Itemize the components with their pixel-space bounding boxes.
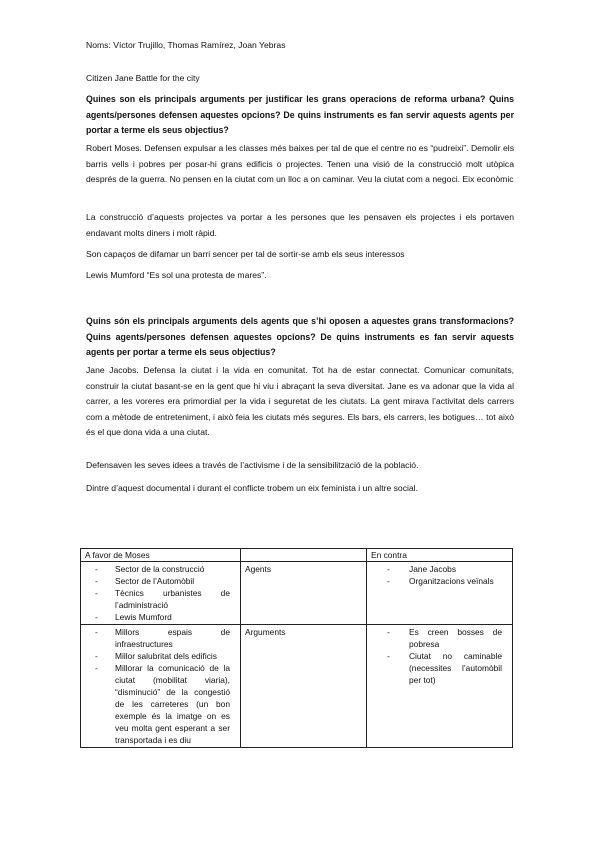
- list-item: - Millorar la comunicació de la ciutat (mobilitat viaria), “disminució” de la congestió de les carreteres (un bon exemple és la imatge on es veu molta gent esperant a ser transportada i es diu: [85, 662, 236, 746]
- question-2: Quins són els principals arguments dels agents que s’hi oposen a aquestes grans transformacions? Quins agents/persones defensen aquestes opcions? De quins instruments es fan servir aquests agents per portar a terme els seus objectius?: [86, 316, 514, 357]
- arguments-in-favor-list: [85, 626, 236, 746]
- author-names: Noms: Víctor Trujillo, Thomas Ramírez, Joan Yebras: [86, 40, 286, 50]
- agents-against-cell: [367, 562, 513, 625]
- paragraph-mumford: Lewis Mumford “Es sol una protesta de mares”.: [86, 270, 267, 280]
- paragraph-defamation: Son capaços de difamar un barri sencer per tal de sortir-se amb els seus interessos: [86, 249, 405, 259]
- table-row-agents: [81, 562, 513, 625]
- list-item: - Organitzacions veïnals: [371, 575, 508, 587]
- row-label-arguments: Arguments: [241, 625, 367, 748]
- paragraph-moses: Robert Moses. Defensen expulsar a les classes més baixes per tal de que el centre no es “pudreixi”. Demolir els barris vells i pobres per posar-hi grans edificis o projectes. Tenen una visió de la construcció molt utòpica després de la guerra. No pensen en la ciutat com un lloc a on caminar. Veu la ciutat com a negoci. Eix econòmic: [86, 143, 514, 184]
- document-subtitle: Citizen Jane Battle for the city: [86, 73, 200, 83]
- header-against: En contra: [367, 549, 513, 562]
- list-item: - Tècnics urbanistes de l’administració: [85, 587, 236, 611]
- table-header-row: [81, 549, 513, 562]
- table-row-arguments: [81, 625, 513, 748]
- arguments-in-favor-cell: [81, 625, 241, 748]
- list-item: - Sector de la construcció: [85, 563, 236, 575]
- question-1: Quines son els principals arguments per justificar les grans operacions de reforma urbana? Quins agents/persones defensen aquestes opcions? De quins instruments es fan servir aquests agents per portar a terme els seus objectius?: [86, 94, 514, 135]
- header-in-favor: A favor de Moses: [81, 549, 241, 562]
- agents-against-list: [371, 563, 508, 587]
- agents-in-favor-cell: [81, 562, 241, 625]
- list-item: - Millor salubritat dels edificis: [85, 650, 236, 662]
- arguments-against-cell: [367, 625, 513, 748]
- paragraph-jacobs: Jane Jacobs. Defensa la ciutat i la vida en comunitat. Tot ha de estar connectat. Comunicar comunitats, construir la ciutat basant-se en la gent que hi viu i abraçant la seva diversitat. Jane es va adonar que la vida al carrer, a les voreres era primordial per la vida i seguretat de les ciutats. La gent mirava l’activitat dels carrers com a mètode de entreteniment, i això feia les ciutats més segures. Els bars, els carrers, les botigues… tot això és el que dona vida a una ciutat.: [86, 365, 514, 437]
- row-label-agents: Agents: [241, 562, 367, 625]
- list-item: - Jane Jacobs: [371, 563, 508, 575]
- comparison-table: [80, 548, 513, 748]
- paragraph-activism: Defensaven les seves idees a través de l’activisme i de la sensibilització de la població.: [86, 460, 419, 470]
- list-item: - Es creen bosses de pobresa: [371, 626, 508, 650]
- list-item: - Ciutat no caminable (necessites l’automòbil per tot): [371, 650, 508, 686]
- list-item: - Millors espais de infraestructures: [85, 626, 236, 650]
- paragraph-construction: La construcció d’aquests projectes va portar a les persones que les pensaven els projectes i els portaven endavant molts diners i molt ràpid.: [86, 212, 514, 238]
- header-middle: [241, 549, 367, 562]
- paragraph-axes: Dintre d’aquest documental i durant el conflicte trobem un eix feminista i un altre social.: [86, 483, 418, 493]
- list-item: - Lewis Mumford: [85, 611, 236, 623]
- list-item: - Sector de l’Automòbil: [85, 575, 236, 587]
- agents-in-favor-list: [85, 563, 236, 623]
- arguments-against-list: [371, 626, 508, 686]
